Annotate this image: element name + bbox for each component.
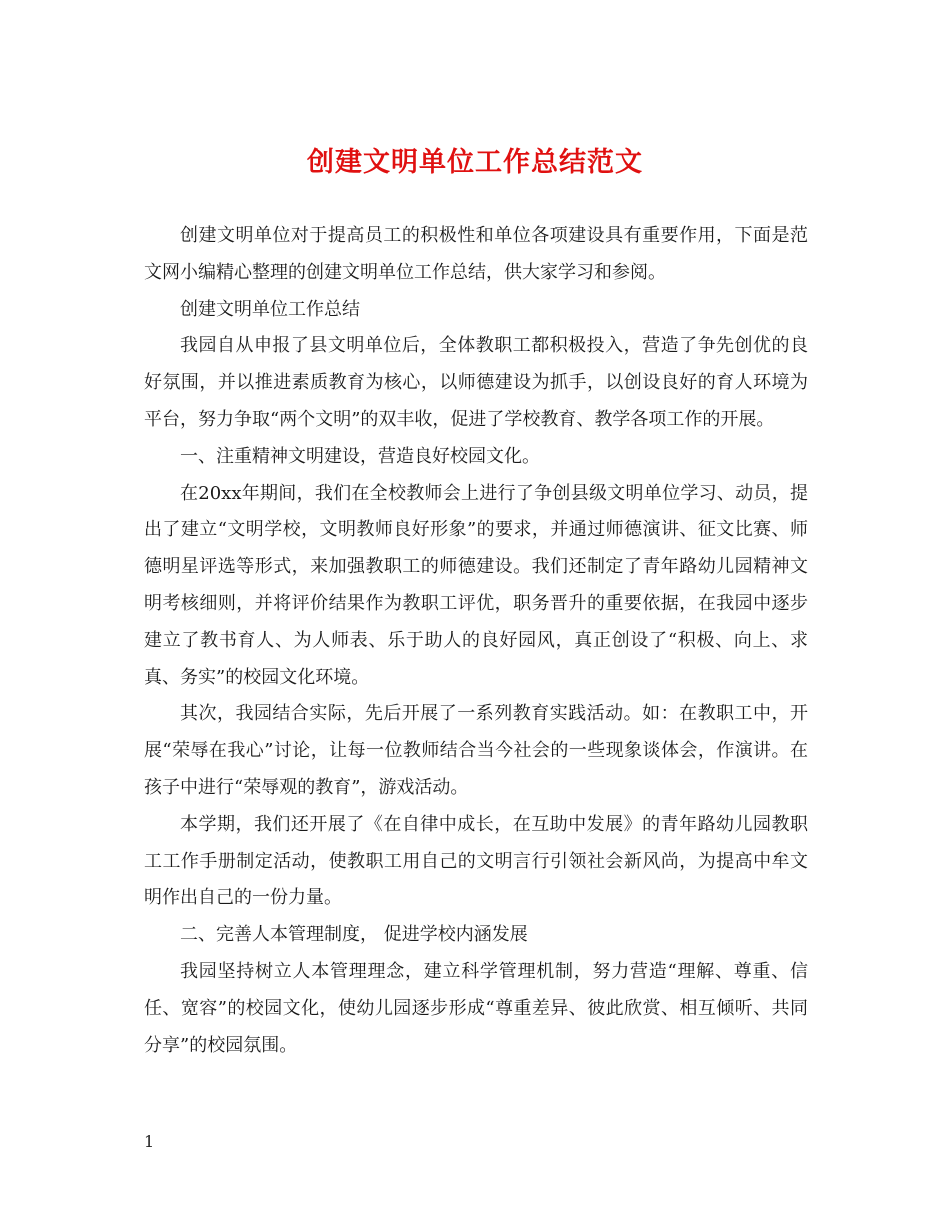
paragraph-subtitle: 创建文明单位工作总结 [180, 298, 360, 320]
paragraph-intro: 创建文明单位对于提高员工的积极性和单位各项建设具有重要作用，下面是范文网小编精心整理的创建文明单位工作总结，供大家学习和参阅。 [144, 225, 808, 283]
page-number: 1 [144, 1132, 155, 1151]
section-heading-2: 二、完善人本管理制度， 促进学校内涵发展 [180, 924, 528, 946]
document-body [144, 218, 808, 1064]
paragraph-section-2-a: 我园坚持树立人本管理理念，建立科学管理机制，努力营造“理解、尊重、信任、宽容”的校园文化，使幼儿园逐步形成“尊重差异、彼此欣赏、相互倾听、共同分享”的校园氛围。 [144, 960, 808, 1056]
paragraph-section-1-b: 其次，我园结合实际，先后开展了一系列教育实践活动。如：在教职工中，开展“荣辱在我心”讨论，让每一位教师结合当今社会的一些现象谈体会，作演讲。在孩子中进行“荣辱观的教育”，游戏活动。 [144, 703, 808, 798]
paragraph-section-1-c: 本学期，我们还开展了《在自律中成长，在互助中发展》的青年路幼儿园教职工工作手册制定活动，使教职工用自己的文明言行引领社会新风尚，为提高中牟文明作出自己的一份力量。 [144, 813, 808, 909]
document-title: 创建文明单位工作总结范文 [307, 147, 643, 178]
section-heading-1: 一、注重精神文明建设，营造良好校园文化。 [180, 445, 540, 467]
paragraph-overview: 我园自从申报了县文明单位后，全体教职工都积极投入，营造了争先创优的良好氛围，并以推进素质教育为核心，以师德建设为抓手，以创设良好的育人环境为平台，努力争取“两个文明”的双丰收，促进了学校教育、教学各项工作的开展。 [144, 335, 808, 430]
paragraph-section-1-a: 在20xx年期间，我们在全校教师会上进行了争创县级文明单位学习、动员，提出了建立“文明学校，文明教师良好形象”的要求，并通过师德演讲、征文比赛、师德明星评选等形式，来加强教职工的师德建设。我们还制定了青年路幼儿园精神文明考核细则，并将评价结果作为教职工评优，职务晋升的重要依据，在我园中逐步建立了教书育人、为人师表、乐于助人的良好园风，真正创设了“积极、向上、求真、务实”的校园文化环境。 [144, 482, 808, 688]
